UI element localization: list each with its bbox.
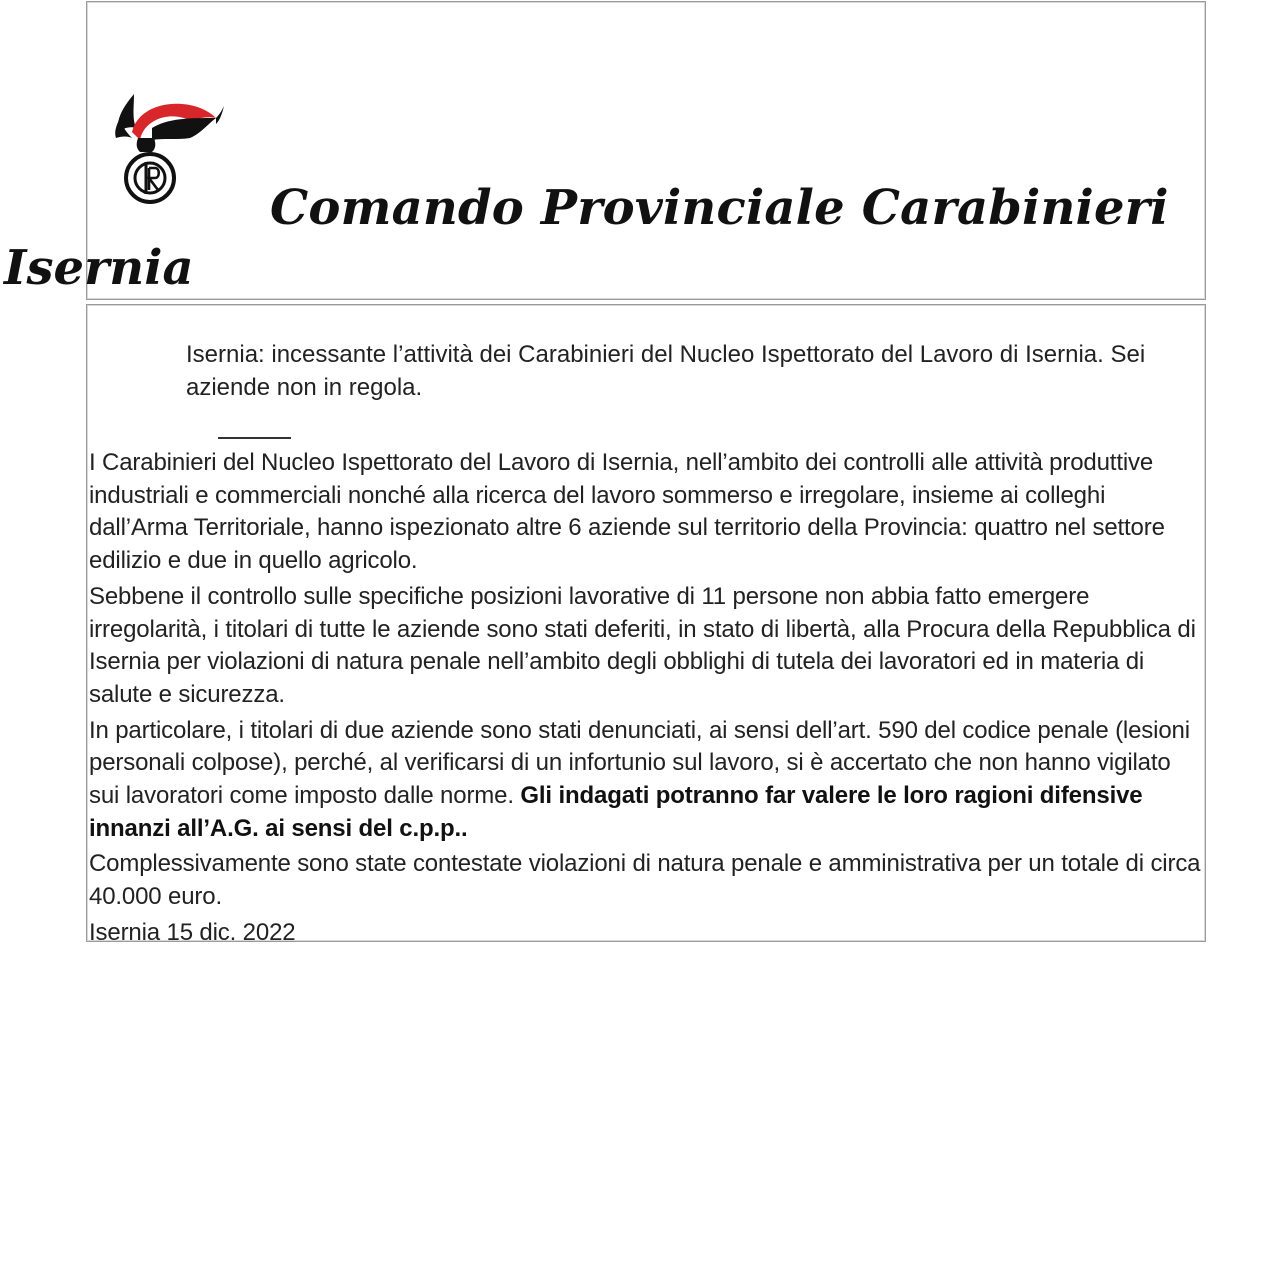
paragraph-2: Sebbene il controllo sulle specifiche posizioni lavorative di 11 persone non abbia fatto emergere irregolarità, i titolari di tutte le aziende sono stati deferiti, in stato di libertà, alla Procura della Repubblica di Isernia per violazioni di natura penale nell’ambito degli obblighi di tutela dei lavoratori ed in materia di salute e sicurezza. [89, 582, 1196, 708]
paragraph-3-text: In particolare, i titolari di due aziende sono stati denunciati, ai sensi dell’art. 590 del codice penale (lesioni personali colpose), perché, al verificarsi di un infortunio sul lavoro, si è accertato che non hanno vigilato sui lavoratori come imposto dalle norme. [89, 716, 1190, 810]
press-release-body [89, 447, 1201, 953]
release-date: Isernia 15 dic. 2022 [89, 918, 296, 946]
separator-line [218, 437, 291, 439]
header-frame [86, 1, 1206, 300]
header-title: Comando Provinciale Carabinieri [270, 180, 1169, 236]
paragraph-4: Complessivamente sono state contestate violazioni di natura penale e amministrativa per un totale di circa 40.000 euro. [89, 850, 1201, 911]
press-release-subject: Isernia: incessante l’attività dei Carabinieri del Nucleo Ispettorato del Lavoro di Isernia. Sei aziende non in regola. [186, 341, 1146, 401]
paragraph-3-bold-text: Gli indagati potranno far valere le loro ragioni difensive innanzi all’A.G. ai sensi del c.p.p.. [89, 782, 1143, 842]
carabinieri-flame-grenade-icon [112, 88, 224, 208]
paragraph-3 [89, 715, 1201, 846]
header-city: Isernia [4, 240, 194, 296]
paragraph-1: I Carabinieri del Nucleo Ispettorato del Lavoro di Isernia, nell’ambito dei controlli alle attività produttive industriali e commerciali nonché alla ricerca del lavoro sommerso e irregolare, insieme ai colleghi dall’Arma Territoriale, hanno ispezionato altre 6 aziende sul territorio della Provincia: quattro nel settore edilizio e due in quello agricolo. [89, 449, 1165, 575]
